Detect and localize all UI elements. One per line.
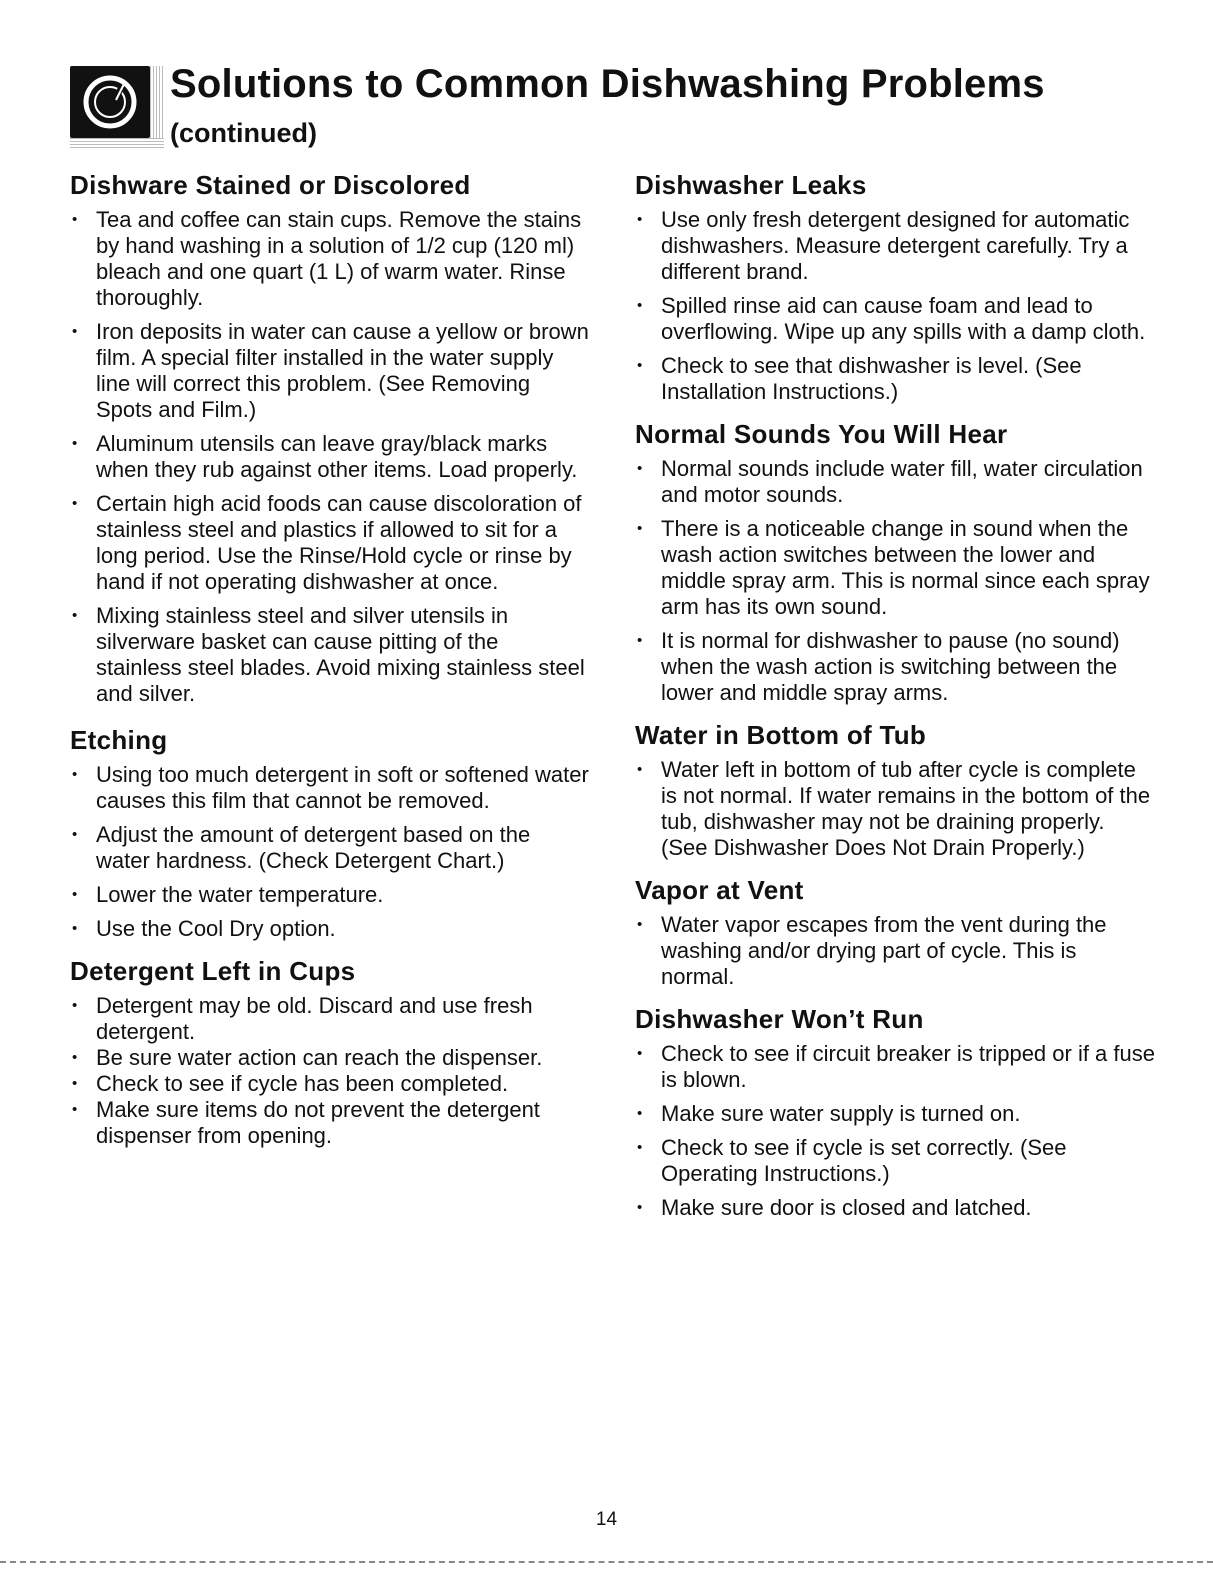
bullet-list [70,207,590,707]
list-item: • Detergent may be old. Discard and use fresh detergent. [70,993,590,1045]
list-item: • Spilled rinse aid can cause foam and lead to overflowing. Wipe up any spills with a damp cloth. [635,293,1155,345]
list-item: • It is normal for dishwasher to pause (no sound) when the wash action is switching between the lower and middle spray arms. [635,628,1155,706]
logo-shadow-bottom [70,138,164,148]
list-item: • Check to see that dishwasher is level. (See Installation Instructions.) [635,353,1155,405]
page-number: 14 [595,1509,618,1530]
page-title: Solutions to Common Dishwashing Problems [170,62,1045,106]
list-item: • Make sure water supply is turned on. [635,1101,1155,1127]
section-detergent-left [70,956,590,1149]
section-heading: Normal Sounds You Will Hear [635,419,1008,449]
list-item: • Certain high acid foods can cause discoloration of stainless steel and plastics if allowed to sit for a long period. Use the Rinse/Hold cycle or rinse by hand if not operating dishwasher at once. [70,491,590,595]
list-item: • Water vapor escapes from the vent during the washing and/or drying part of cycle. This is normal. [635,912,1155,990]
list-item: • There is a noticeable change in sound when the wash action switches between the lower and middle spray arm. This is normal since each spray arm has its own sound. [635,516,1155,620]
dishwasher-logo-icon [70,66,150,138]
list-item: • Mixing stainless steel and silver utensils in silverware basket can cause pitting of the stainless steel blades. Avoid mixing stainless steel and silver. [70,603,590,707]
list-item: • Check to see if circuit breaker is tripped or if a fuse is blown. [635,1041,1155,1093]
list-item: • Water left in bottom of tub after cycle is complete is not normal. If water remains in the bottom of the tub, dishwasher may not be draining properly. (See Dishwasher Does Not Drain Properly.) [635,757,1155,861]
section-heading: Dishwasher Leaks [635,170,867,200]
bullet-list [635,207,1155,405]
list-item: • Iron deposits in water can cause a yellow or brown film. A special filter installed in the water supply line will correct this problem. (See Removing Spots and Film.) [70,319,590,423]
section-vapor-at-vent [635,875,1155,990]
list-item: • Adjust the amount of detergent based on the water hardness. (Check Detergent Chart.) [70,822,590,874]
page-subtitle: (continued) [170,118,317,148]
logo-shadow [150,66,164,138]
section-wont-run [635,1004,1155,1221]
left-column [70,170,590,1149]
list-item: • Aluminum utensils can leave gray/black marks when they rub against other items. Load properly. [70,431,590,483]
list-item: • Check to see if cycle has been completed. [70,1071,590,1097]
list-item: • Use only fresh detergent designed for automatic dishwashers. Measure detergent carefully. Try a different brand. [635,207,1155,285]
bullet-list [635,757,1155,861]
list-item: • Lower the water temperature. [70,882,590,908]
bottom-rule [0,1561,1213,1563]
section-heading: Dishware Stained or Discolored [70,170,471,200]
section-normal-sounds [635,419,1155,706]
bullet-list [635,912,1155,990]
page-header [70,60,1170,160]
list-item: • Make sure items do not prevent the detergent dispenser from opening. [70,1097,590,1149]
list-item: • Use the Cool Dry option. [70,916,590,942]
section-dishwasher-leaks [635,170,1155,405]
section-heading: Dishwasher Won’t Run [635,1004,924,1034]
section-heading: Etching [70,725,168,755]
bullet-list [70,762,590,942]
list-item: • Tea and coffee can stain cups. Remove the stains by hand washing in a solution of 1/2 cup (120 ml) bleach and one quart (1 L) of warm water. Rinse thoroughly. [70,207,590,311]
list-item: • Make sure door is closed and latched. [635,1195,1155,1221]
bullet-list [635,456,1155,706]
list-item: • Using too much detergent in soft or softened water causes this film that cannot be removed. [70,762,590,814]
section-heading: Vapor at Vent [635,875,804,905]
list-item: • Normal sounds include water fill, water circulation and motor sounds. [635,456,1155,508]
section-etching [70,725,590,942]
right-column [635,170,1155,1229]
section-dishware-stained [70,170,590,707]
section-heading: Detergent Left in Cups [70,956,356,986]
bullet-list [70,993,590,1149]
list-item: • Check to see if cycle is set correctly. (See Operating Instructions.) [635,1135,1155,1187]
list-item: • Be sure water action can reach the dispenser. [70,1045,590,1071]
section-heading: Water in Bottom of Tub [635,720,927,750]
bullet-list [635,1041,1155,1221]
section-water-in-tub [635,720,1155,861]
